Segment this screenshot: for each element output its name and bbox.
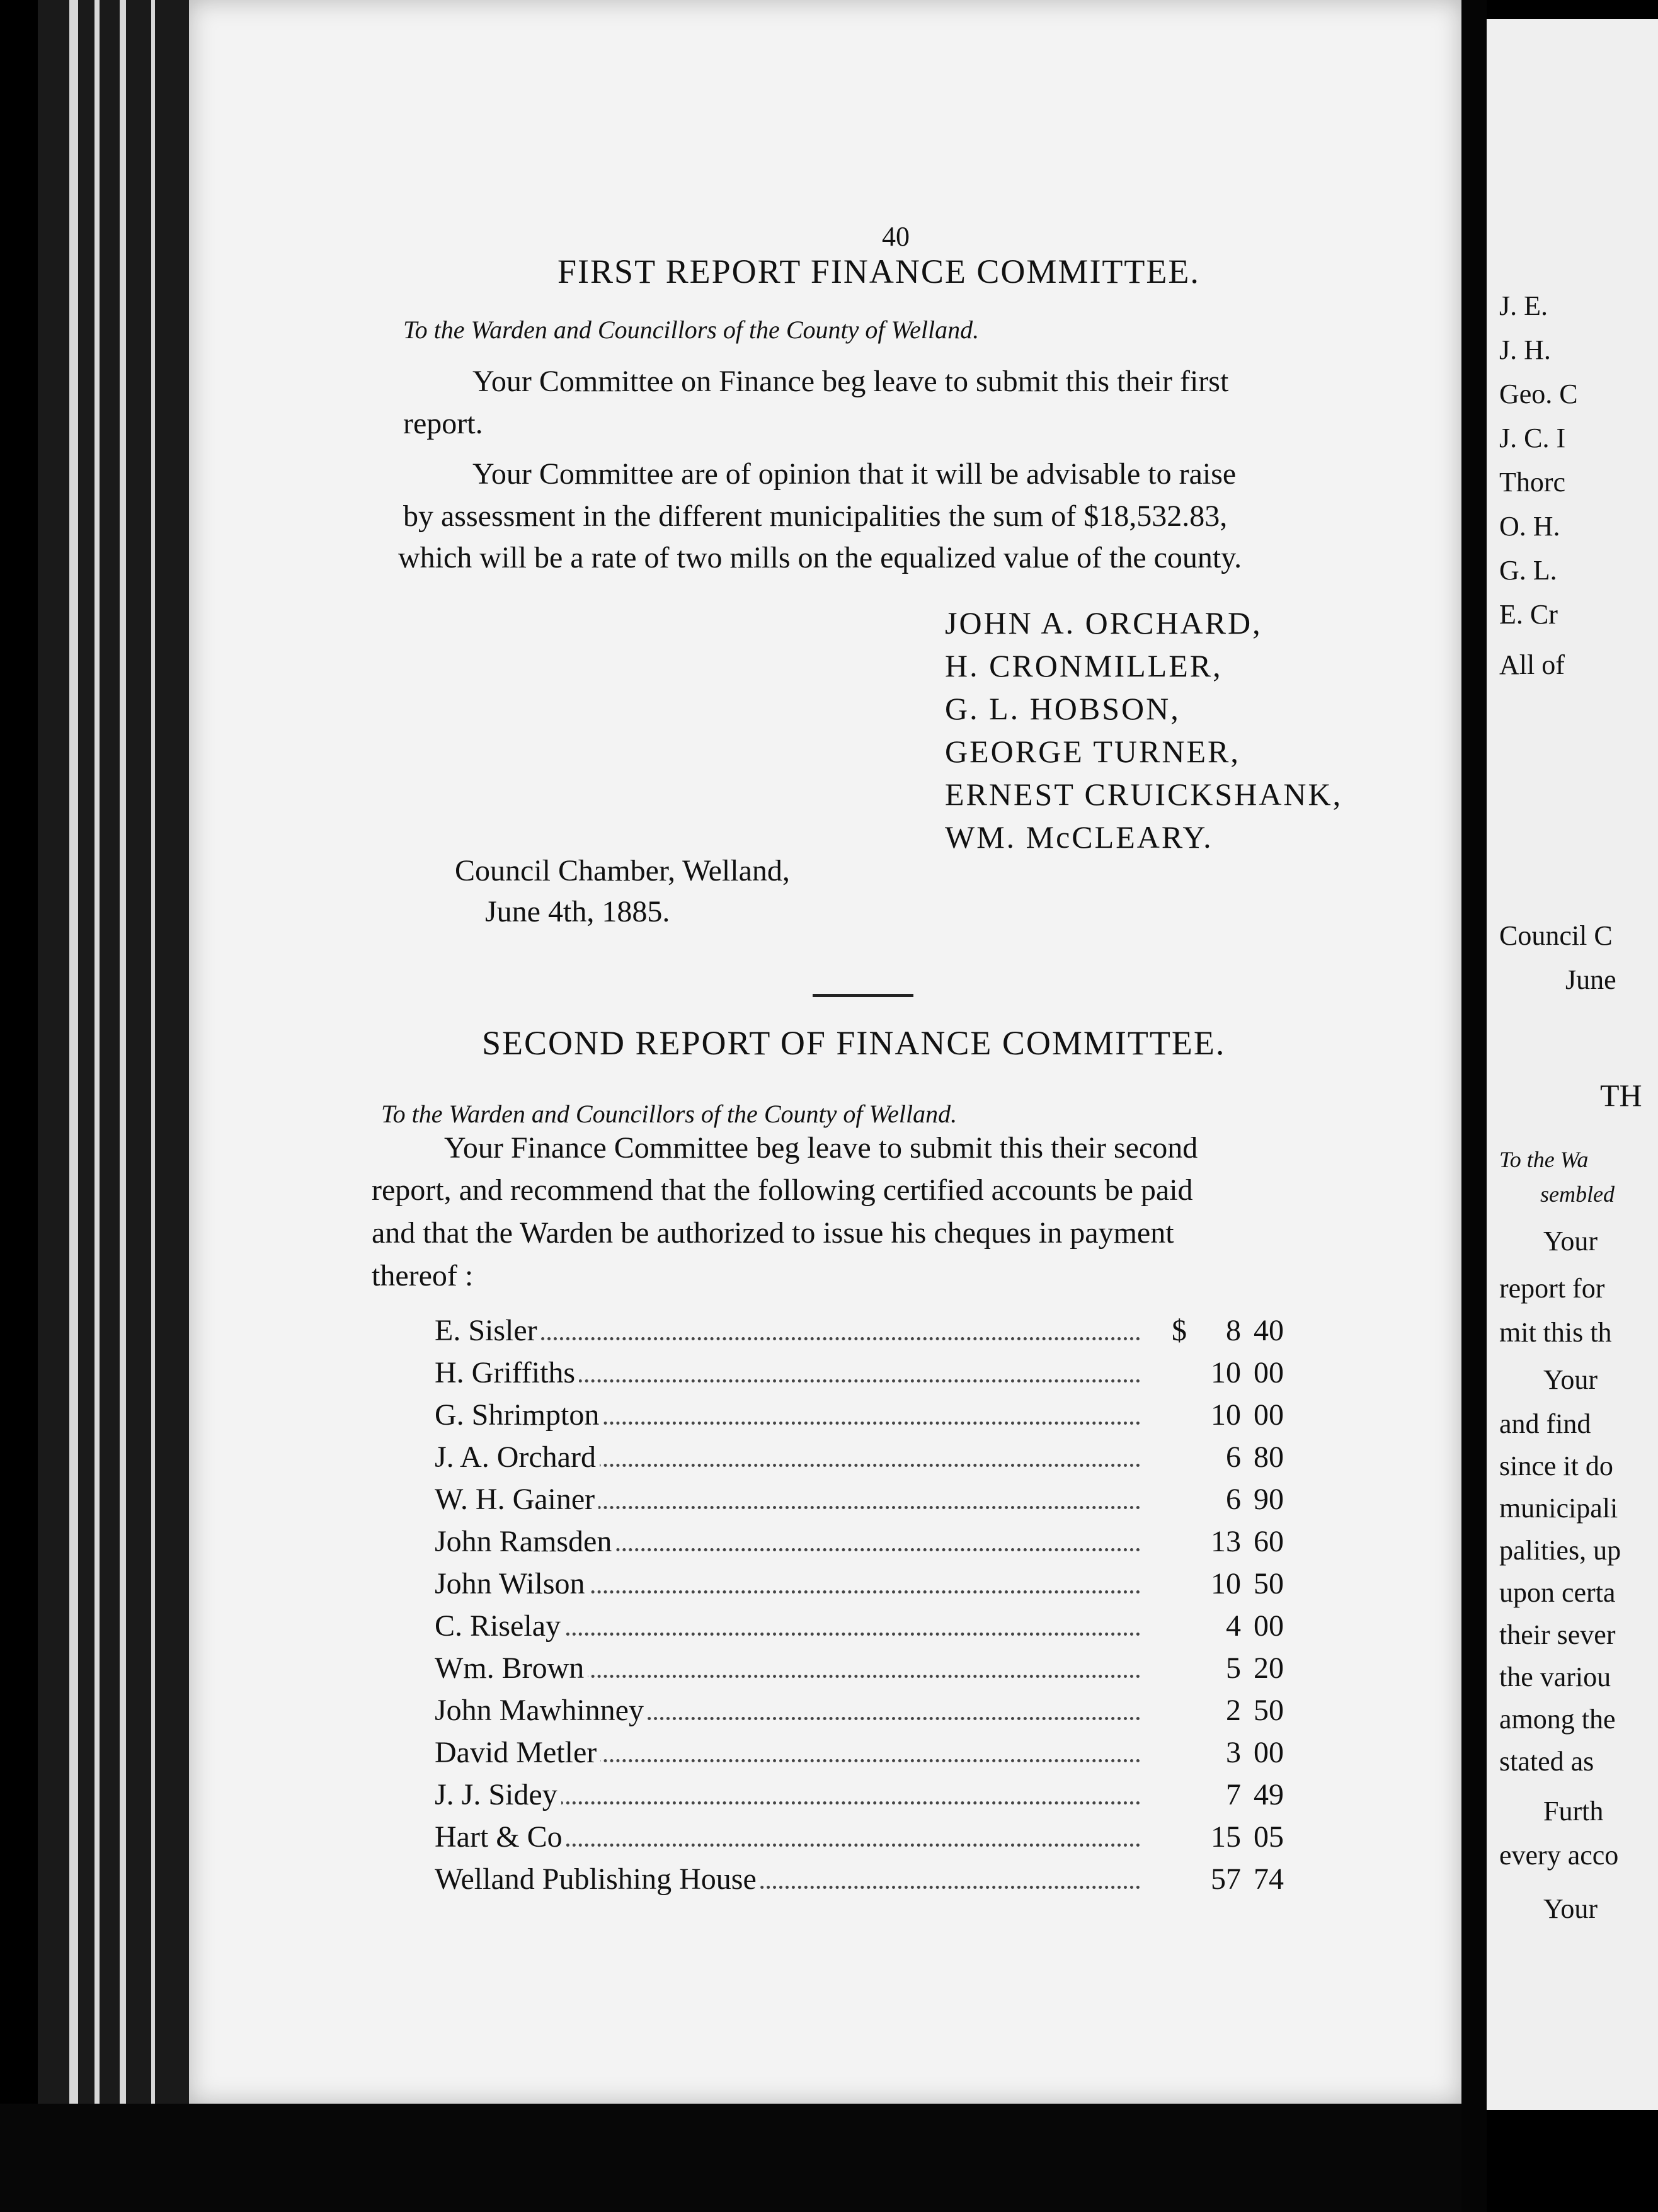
account-row (435, 1440, 1310, 1481)
account-dollars: 6 (1226, 1440, 1241, 1474)
page-edge (120, 0, 126, 2154)
first-report-title: FIRST REPORT FINANCE COMMITTEE. (557, 253, 1200, 290)
account-cents: 49 (1254, 1778, 1284, 1811)
right-page-line: and find (1499, 1408, 1591, 1439)
account-name: John Mawhinney (435, 1693, 648, 1728)
book-spine (38, 0, 189, 2212)
account-dollars: 10 (1211, 1356, 1241, 1389)
account-cents: 20 (1254, 1651, 1284, 1685)
right-page-line: J. H. (1499, 334, 1551, 365)
right-page-line: report for (1499, 1273, 1605, 1304)
account-dollars: 4 (1226, 1609, 1241, 1643)
account-cents: 40 (1254, 1314, 1284, 1347)
right-page-line: E. Cr (1499, 599, 1558, 630)
signatory: WM. McCLEARY. (945, 819, 1213, 855)
account-cents: 60 (1254, 1525, 1284, 1558)
signatory: ERNEST CRUICKSHANK, (945, 777, 1343, 812)
first-report-salutation: To the Warden and Councillors of the County of Welland. (403, 316, 980, 344)
second-report-salutation: To the Warden and Councillors of the County of Welland. (381, 1100, 958, 1128)
page-edge (94, 0, 100, 2154)
signatory: H. CRONMILLER, (945, 648, 1223, 683)
account-name: Hart & Co (435, 1820, 566, 1854)
account-cents: 90 (1254, 1483, 1284, 1516)
account-dollars: 15 (1211, 1820, 1241, 1854)
account-cents: 00 (1254, 1398, 1284, 1432)
right-page-line: every acco (1499, 1840, 1619, 1871)
signatory: GEORGE TURNER, (945, 734, 1240, 769)
account-dollars: 6 (1226, 1483, 1241, 1516)
right-page-line: Geo. C (1499, 379, 1578, 409)
right-page-line: stated as (1499, 1746, 1594, 1777)
account-name: G. Shrimpton (435, 1398, 603, 1432)
first-report-para1-line1: Your Committee on Finance beg leave to submit this their first (472, 365, 1229, 398)
account-cents: 05 (1254, 1820, 1284, 1854)
account-name: E. Sisler (435, 1313, 541, 1348)
report-date: June 4th, 1885. (485, 895, 670, 928)
right-page-line: their sever (1499, 1619, 1616, 1650)
account-row (435, 1355, 1310, 1397)
right-page-line: Your (1543, 1226, 1598, 1257)
account-dollars: 8 (1226, 1314, 1241, 1347)
right-page-line: To the Wa (1499, 1147, 1589, 1172)
currency-symbol: $ (1172, 1314, 1187, 1347)
first-report-para2-line3: which will be a rate of two mills on the equalized value of the county. (398, 541, 1242, 574)
right-page-line: palities, up (1499, 1535, 1621, 1566)
account-name: J. J. Sidey (435, 1777, 561, 1812)
account-name: John Ramsden (435, 1524, 615, 1559)
right-page-heading: TH (1600, 1078, 1642, 1113)
right-page-line: among the (1499, 1704, 1616, 1735)
account-row (435, 1651, 1310, 1692)
account-dollars: 13 (1211, 1525, 1241, 1558)
account-cents: 74 (1254, 1862, 1284, 1896)
account-row (435, 1609, 1310, 1650)
right-page-line: Your (1543, 1893, 1598, 1924)
right-page-line: municipali (1499, 1493, 1618, 1524)
scan-background (0, 2104, 1461, 2212)
right-page-line: since it do (1499, 1451, 1613, 1481)
account-cents: 50 (1254, 1567, 1284, 1600)
account-row (435, 1735, 1310, 1777)
account-row (435, 1862, 1310, 1903)
right-page (1487, 19, 1658, 2110)
signatory: JOHN A. ORCHARD, (945, 605, 1262, 641)
first-report-para1-line2: report. (403, 407, 483, 440)
account-row (435, 1566, 1310, 1608)
right-page-line: O. H. (1499, 511, 1560, 542)
signatory: G. L. HOBSON, (945, 691, 1181, 726)
account-name: David Metler (435, 1735, 600, 1770)
second-report-line4: thereof : (372, 1259, 474, 1292)
account-row (435, 1820, 1310, 1861)
account-name: W. H. Gainer (435, 1482, 598, 1517)
right-page-line: Furth (1543, 1796, 1604, 1827)
account-cents: 00 (1254, 1736, 1284, 1769)
account-dollars: 2 (1226, 1694, 1241, 1727)
right-page-line: All of (1499, 649, 1565, 680)
second-report-title: SECOND REPORT OF FINANCE COMMITTEE. (482, 1024, 1226, 1062)
second-report-line1: Your Finance Committee beg leave to submit this their second (444, 1131, 1198, 1165)
account-name: J. A. Orchard (435, 1440, 600, 1474)
account-dollars: 10 (1211, 1567, 1241, 1600)
account-name: Welland Publishing House (435, 1862, 760, 1896)
page-edge (69, 0, 78, 2154)
right-page-line: upon certa (1499, 1577, 1616, 1608)
right-page-line: J. C. I (1499, 423, 1566, 453)
section-divider (813, 994, 913, 997)
right-page-line: June (1565, 964, 1616, 995)
right-page-line: Thorc (1499, 467, 1566, 498)
book-gutter (1461, 0, 1487, 2212)
account-row (435, 1777, 1310, 1819)
account-row (435, 1313, 1310, 1355)
account-cents: 00 (1254, 1609, 1284, 1643)
account-row (435, 1524, 1310, 1566)
account-row (435, 1398, 1310, 1439)
right-page-line: mit this th (1499, 1317, 1612, 1348)
account-cents: 80 (1254, 1440, 1284, 1474)
right-page-line: sembled (1540, 1182, 1615, 1207)
account-row (435, 1482, 1310, 1524)
account-dollars: 10 (1211, 1398, 1241, 1432)
account-dollars: 5 (1226, 1651, 1241, 1685)
second-report-line2: report, and recommend that the following certified accounts be paid (372, 1173, 1193, 1207)
right-page-line: J. E. (1499, 290, 1548, 321)
right-page-line: Council C (1499, 920, 1613, 951)
account-dollars: 57 (1211, 1862, 1241, 1896)
account-name: Wm. Brown (435, 1651, 588, 1685)
account-row (435, 1693, 1310, 1735)
account-dollars: 3 (1226, 1736, 1241, 1769)
right-page-line: the variou (1499, 1662, 1611, 1692)
second-report-line3: and that the Warden be authorized to issue his cheques in payment (372, 1216, 1174, 1250)
report-place: Council Chamber, Welland, (455, 854, 790, 887)
right-page-line: Your (1543, 1364, 1598, 1395)
account-dollars: 7 (1226, 1778, 1241, 1811)
account-name: H. Griffiths (435, 1355, 579, 1390)
first-report-para2-line2: by assessment in the different municipalities the sum of $18,532.83, (403, 499, 1228, 533)
account-name: C. Riselay (435, 1609, 564, 1643)
page-edge (151, 0, 155, 2154)
right-page-line: G. L. (1499, 555, 1557, 586)
account-cents: 50 (1254, 1694, 1284, 1727)
first-report-para2-line1: Your Committee are of opinion that it will be advisable to raise (472, 457, 1237, 491)
account-cents: 00 (1254, 1356, 1284, 1389)
account-name: John Wilson (435, 1566, 589, 1601)
page-number: 40 (882, 221, 910, 252)
